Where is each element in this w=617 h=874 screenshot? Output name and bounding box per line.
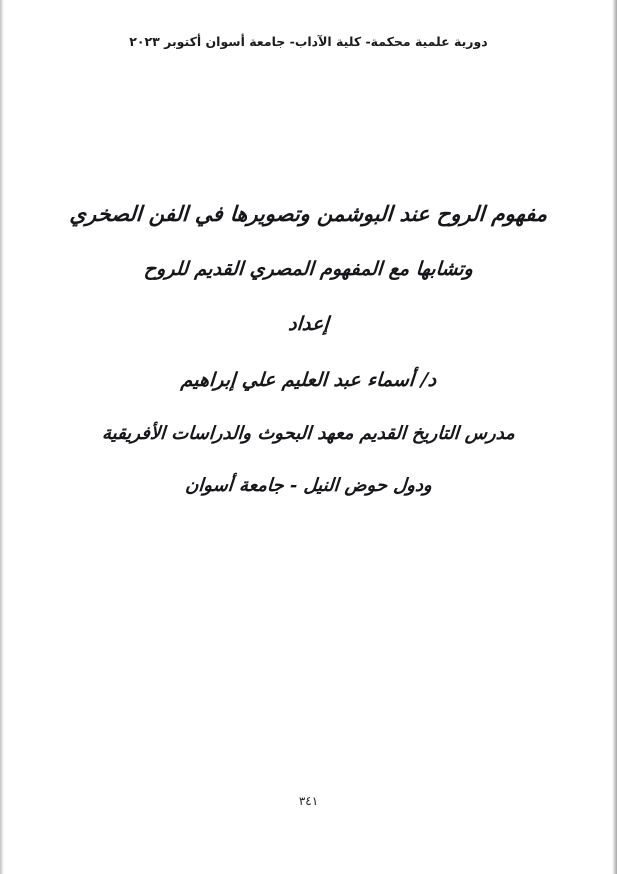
article-title-line-1: مفهوم الروح عند البوشمن وتصويرها في الفن الصخري: [68, 201, 549, 226]
affiliation-line-1: مدرس التاريخ القديم معهد البحوث والدراسات الأفريقية: [101, 423, 516, 444]
running-head: دورية علمية محكمة- كلية الآداب- جامعة أسوان أكتوبر ٢٠٢٣: [129, 34, 488, 49]
prepared-by-label: إعداد: [287, 313, 330, 335]
author-name: د/ أسماء عبد العليم علي إبراهيم: [179, 369, 438, 391]
affiliation-line-2: ودول حوض النيل - جامعة أسوان: [184, 475, 433, 496]
page-number: ٣٤١: [298, 794, 319, 808]
article-title-line-2: وتشابها مع المفهوم المصري القديم للروح: [143, 258, 474, 280]
title-block: [46, 186, 571, 512]
